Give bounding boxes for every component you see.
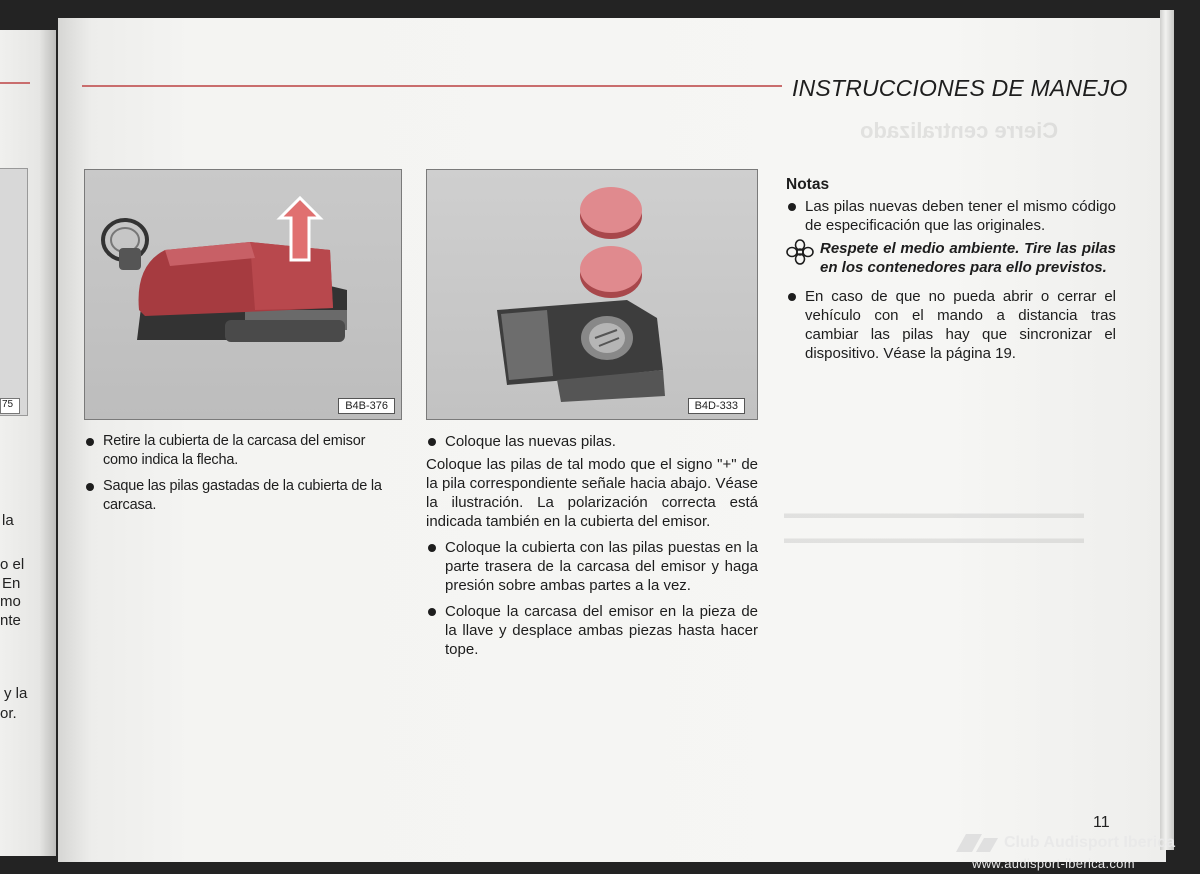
note-text: Las pilas nuevas deben tener el mismo código de especificación que las originales.: [805, 198, 1116, 234]
left-page-text-fragment: En: [2, 575, 21, 592]
left-page-text-fragment: la: [2, 512, 14, 529]
club-logo-icon: [952, 834, 1004, 852]
bullet-icon: [788, 293, 796, 301]
environment-note: [786, 239, 1116, 277]
left-page-figure-label: 75: [0, 398, 20, 414]
list-item: [426, 432, 758, 451]
list-item: [426, 602, 758, 659]
bullet-icon: [428, 608, 436, 616]
column-1-text: [84, 432, 402, 522]
notes-heading: Notas: [786, 176, 830, 193]
watermark-url: www.audisport-iberica.com: [972, 856, 1135, 871]
left-page-text-fragment: o el: [0, 556, 25, 573]
section-title: INSTRUCCIONES DE MANEJO: [792, 75, 1128, 101]
notes-section: [786, 175, 1116, 370]
bleed-through-text: ▬▬▬▬▬▬▬▬▬▬▬▬▬▬▬▬▬▬▬▬: [784, 505, 1084, 522]
figure-batteries: [426, 169, 758, 420]
figure-code-label: B4D-333: [688, 398, 745, 414]
bullet-icon: [788, 203, 796, 211]
left-page-header-line: [0, 82, 30, 84]
bullet-icon: [428, 438, 436, 446]
bullet-icon: [86, 438, 94, 446]
left-page-text-fragment: y la: [4, 685, 28, 702]
left-page-text-fragment: or.: [0, 705, 17, 722]
column-2-text: [426, 432, 758, 666]
club-watermark: [952, 832, 1200, 874]
note-text: En caso de que no pueda abrir o cerrar el vehículo con el mando a distancia tras cambiar las pilas hay que sincronizar el dispositivo. Véase la página 19.: [805, 288, 1116, 362]
flower-environment-icon: [786, 239, 814, 265]
list-item: [426, 538, 758, 595]
list-item: [84, 432, 402, 470]
instruction-paragraph: Coloque las pilas de tal modo que el signo "+" de la pila correspondiente señale hacia abajo. Véase la ilustración. La polarización correcta está indicada también en la cubierta del emisor.: [426, 456, 758, 530]
left-page-text-fragment: nte: [0, 612, 21, 629]
environment-note-text: Respete el medio ambiente. Tire las pilas en los contenedores para ello previstos.: [820, 240, 1116, 276]
instruction-text: Coloque la carcasa del emisor en la pieza de la llave y desplace ambas piezas hasta hacer tope.: [445, 603, 758, 658]
batteries-illustration: [427, 170, 759, 421]
key-remote-illustration: [85, 170, 403, 421]
bleed-through-text: ▬▬▬▬▬▬▬▬▬▬▬▬▬▬▬▬▬▬▬▬: [784, 530, 1084, 547]
bullet-icon: [428, 544, 436, 552]
left-page-figure-fragment: [0, 168, 28, 416]
instruction-text: Retire la cubierta de la carcasa del emisor como indica la flecha.: [103, 433, 366, 468]
instruction-text: Saque las pilas gastadas de la cubierta de la carcasa.: [103, 478, 382, 513]
bleed-through-text: Cierre centralizado: [860, 118, 1059, 143]
instruction-text: Coloque la cubierta con las pilas puestas en la parte trasera de la carcasa del emisor y haga presión sobre ambas partes a la vez.: [445, 539, 758, 594]
list-item: [84, 477, 402, 515]
figure-code-label: B4B-376: [338, 398, 395, 414]
figure-remove-cover: [84, 169, 402, 420]
note-item: [786, 287, 1116, 363]
page-stack-edge: [1160, 10, 1174, 850]
left-page-edge: [0, 30, 56, 856]
page-number: 11: [1093, 814, 1110, 831]
left-page-text-fragment: mo: [0, 593, 21, 610]
note-item: [786, 197, 1116, 235]
header-rule: [82, 85, 782, 87]
instruction-text: Coloque las nuevas pilas.: [445, 433, 616, 450]
watermark-title: Club Audisport Iberica: [1004, 834, 1175, 851]
bullet-icon: [86, 483, 94, 491]
